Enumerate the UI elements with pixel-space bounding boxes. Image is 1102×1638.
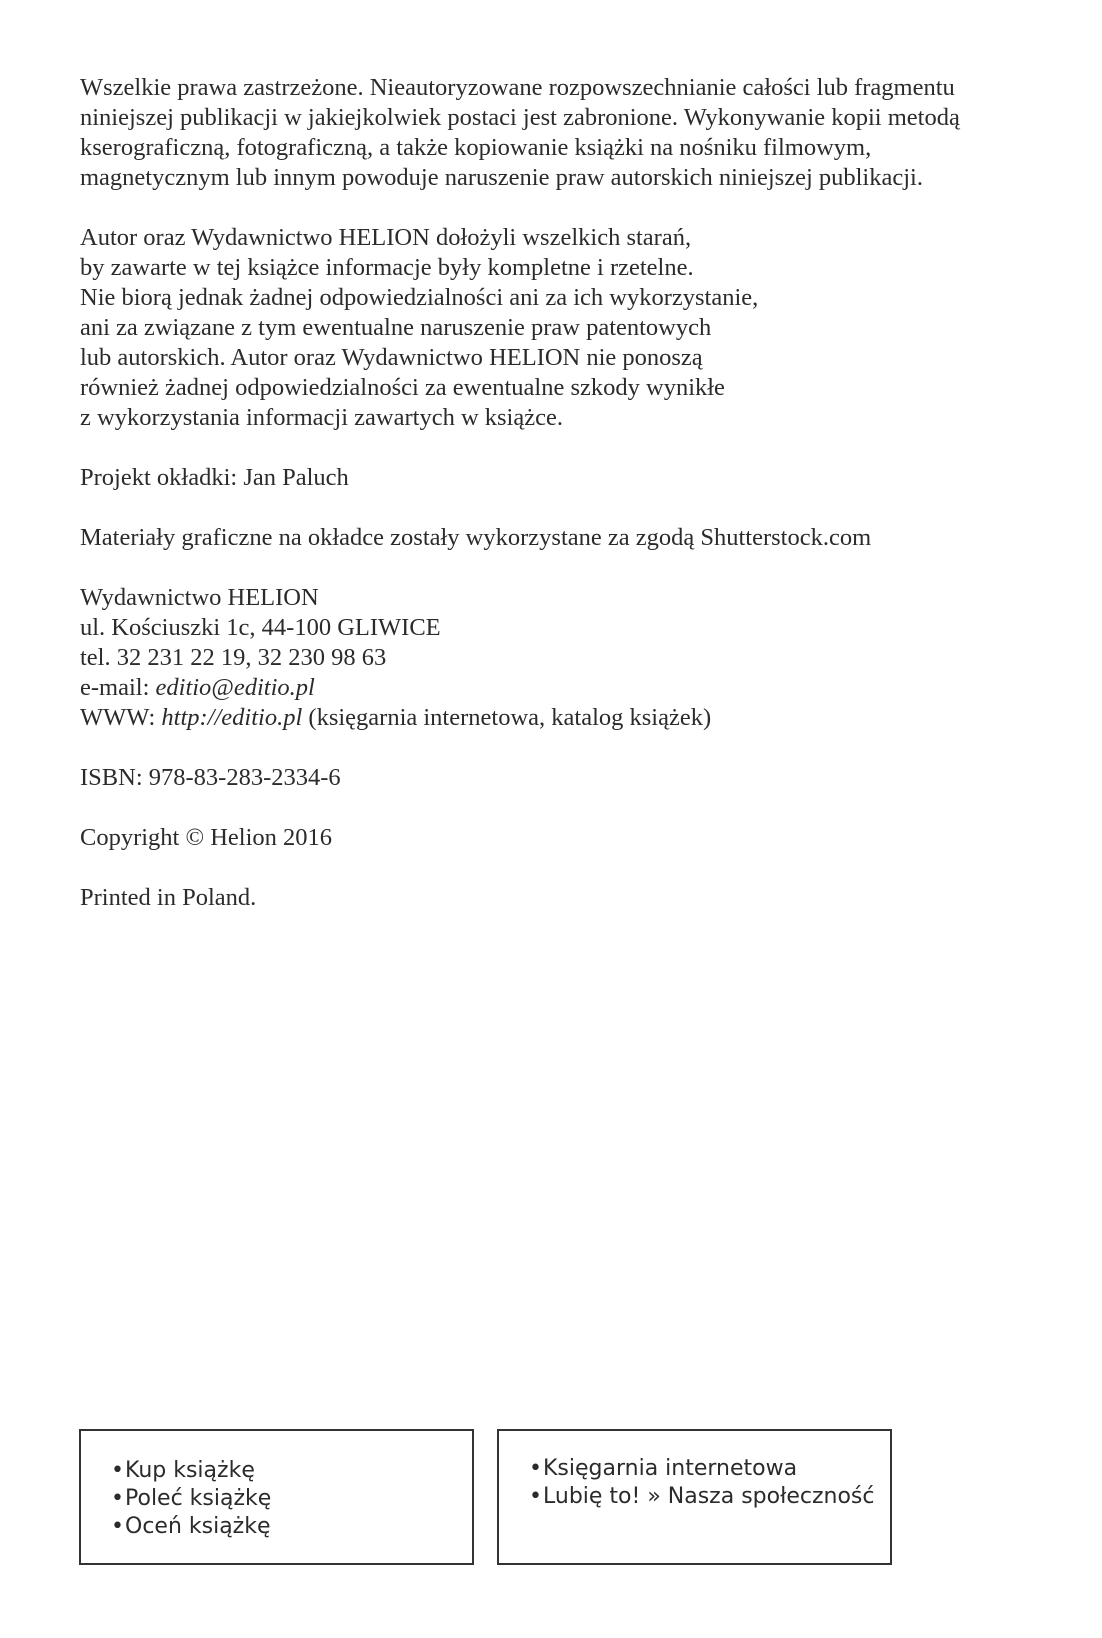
www-note: (księgarnia internetowa, katalog książek): [302, 704, 712, 731]
email-link[interactable]: editio@editio.pl: [155, 674, 315, 701]
online-bookstore-label: Księgarnia internetowa: [543, 1456, 798, 1481]
email-label: e-mail:: [80, 674, 156, 701]
disclaimer-line: również żadnej odpowiedzialności za ewentualne szkody wynikłe: [80, 374, 725, 401]
paragraph-gap: [80, 493, 1040, 523]
rate-book-link[interactable]: [111, 1513, 472, 1541]
bullet-icon: •: [111, 1514, 124, 1539]
book-actions-box: [79, 1429, 474, 1565]
copyright: [80, 823, 1040, 853]
copyright-line: Copyright © Helion 2016: [80, 824, 333, 851]
cover-design-credit: [80, 463, 1040, 493]
copyright-notice-line: niniejszej publikacji w jakiejkolwiek postaci jest zabronione. Wykonywanie kopii metodą: [80, 104, 960, 131]
disclaimer-line: z wykorzystania informacji zawartych w książce.: [80, 404, 563, 431]
paragraph-gap: [80, 433, 1040, 463]
disclaimer: [80, 223, 1040, 433]
recommend-book-label: Poleć książkę: [125, 1486, 272, 1511]
bullet-icon: •: [529, 1456, 542, 1481]
publisher-www-line: [80, 703, 1040, 733]
disclaimer-line: lub autorskich. Autor oraz Wydawnictwo HELION nie ponoszą: [80, 344, 703, 371]
publisher-block: [80, 583, 1040, 733]
www-label: WWW:: [80, 704, 162, 731]
graphics-credit: [80, 523, 1040, 553]
community-label: Lubię to! » Nasza społeczność: [543, 1484, 875, 1509]
isbn-line: ISBN: 978-83-283-2334-6: [80, 764, 341, 791]
publisher-email-line: [80, 673, 1040, 703]
community-box: [497, 1429, 892, 1565]
copyright-notice-line: kserograficzną, fotograficzną, a także kopiowanie książki na nośniku filmowym,: [80, 134, 872, 161]
paragraph-gap: [80, 193, 1040, 223]
www-link[interactable]: http://editio.pl: [161, 704, 303, 731]
copyright-notice-line: Wszelkie prawa zastrzeżone. Nieautoryzowane rozpowszechnianie całości lub fragmentu: [80, 74, 955, 101]
book-actions-list: [111, 1457, 472, 1541]
copyright-notice-line: magnetycznym lub innym powoduje naruszenie praw autorskich niniejszej publikacji.: [80, 164, 923, 191]
printed-in: [80, 883, 1040, 913]
cover-design-line: Projekt okładki: Jan Paluch: [80, 464, 349, 491]
paragraph-gap: [80, 553, 1040, 583]
printed-in-line: Printed in Poland.: [80, 884, 257, 911]
publisher-address: ul. Kościuszki 1c, 44-100 GLIWICE: [80, 614, 441, 641]
imprint-content: [80, 73, 1040, 913]
community-list: [529, 1455, 890, 1511]
buy-book-link[interactable]: [111, 1457, 472, 1485]
publisher-name: Wydawnictwo HELION: [80, 584, 319, 611]
paragraph-gap: [80, 793, 1040, 823]
bullet-icon: •: [111, 1486, 124, 1511]
recommend-book-link[interactable]: [111, 1485, 472, 1513]
disclaimer-line: by zawarte w tej książce informacje były kompletne i rzetelne.: [80, 254, 694, 281]
disclaimer-line: ani za związane z tym ewentualne naruszenie praw patentowych: [80, 314, 712, 341]
graphics-credit-line: Materiały graficzne na okładce zostały wykorzystane za zgodą Shutterstock.com: [80, 524, 872, 551]
buy-book-label: Kup książkę: [125, 1458, 255, 1483]
rate-book-label: Oceń książkę: [125, 1514, 271, 1539]
community-link[interactable]: [529, 1483, 890, 1511]
paragraph-gap: [80, 853, 1040, 883]
copyright-notice: [80, 73, 1040, 193]
online-bookstore-link[interactable]: [529, 1455, 890, 1483]
paragraph-gap: [80, 733, 1040, 763]
bullet-icon: •: [529, 1484, 542, 1509]
isbn: [80, 763, 1040, 793]
disclaimer-line: Nie biorą jednak żadnej odpowiedzialności ani za ich wykorzystanie,: [80, 284, 759, 311]
publisher-phone: tel. 32 231 22 19, 32 230 98 63: [80, 644, 387, 671]
disclaimer-line: Autor oraz Wydawnictwo HELION dołożyli wszelkich starań,: [80, 224, 692, 251]
bullet-icon: •: [111, 1458, 124, 1483]
